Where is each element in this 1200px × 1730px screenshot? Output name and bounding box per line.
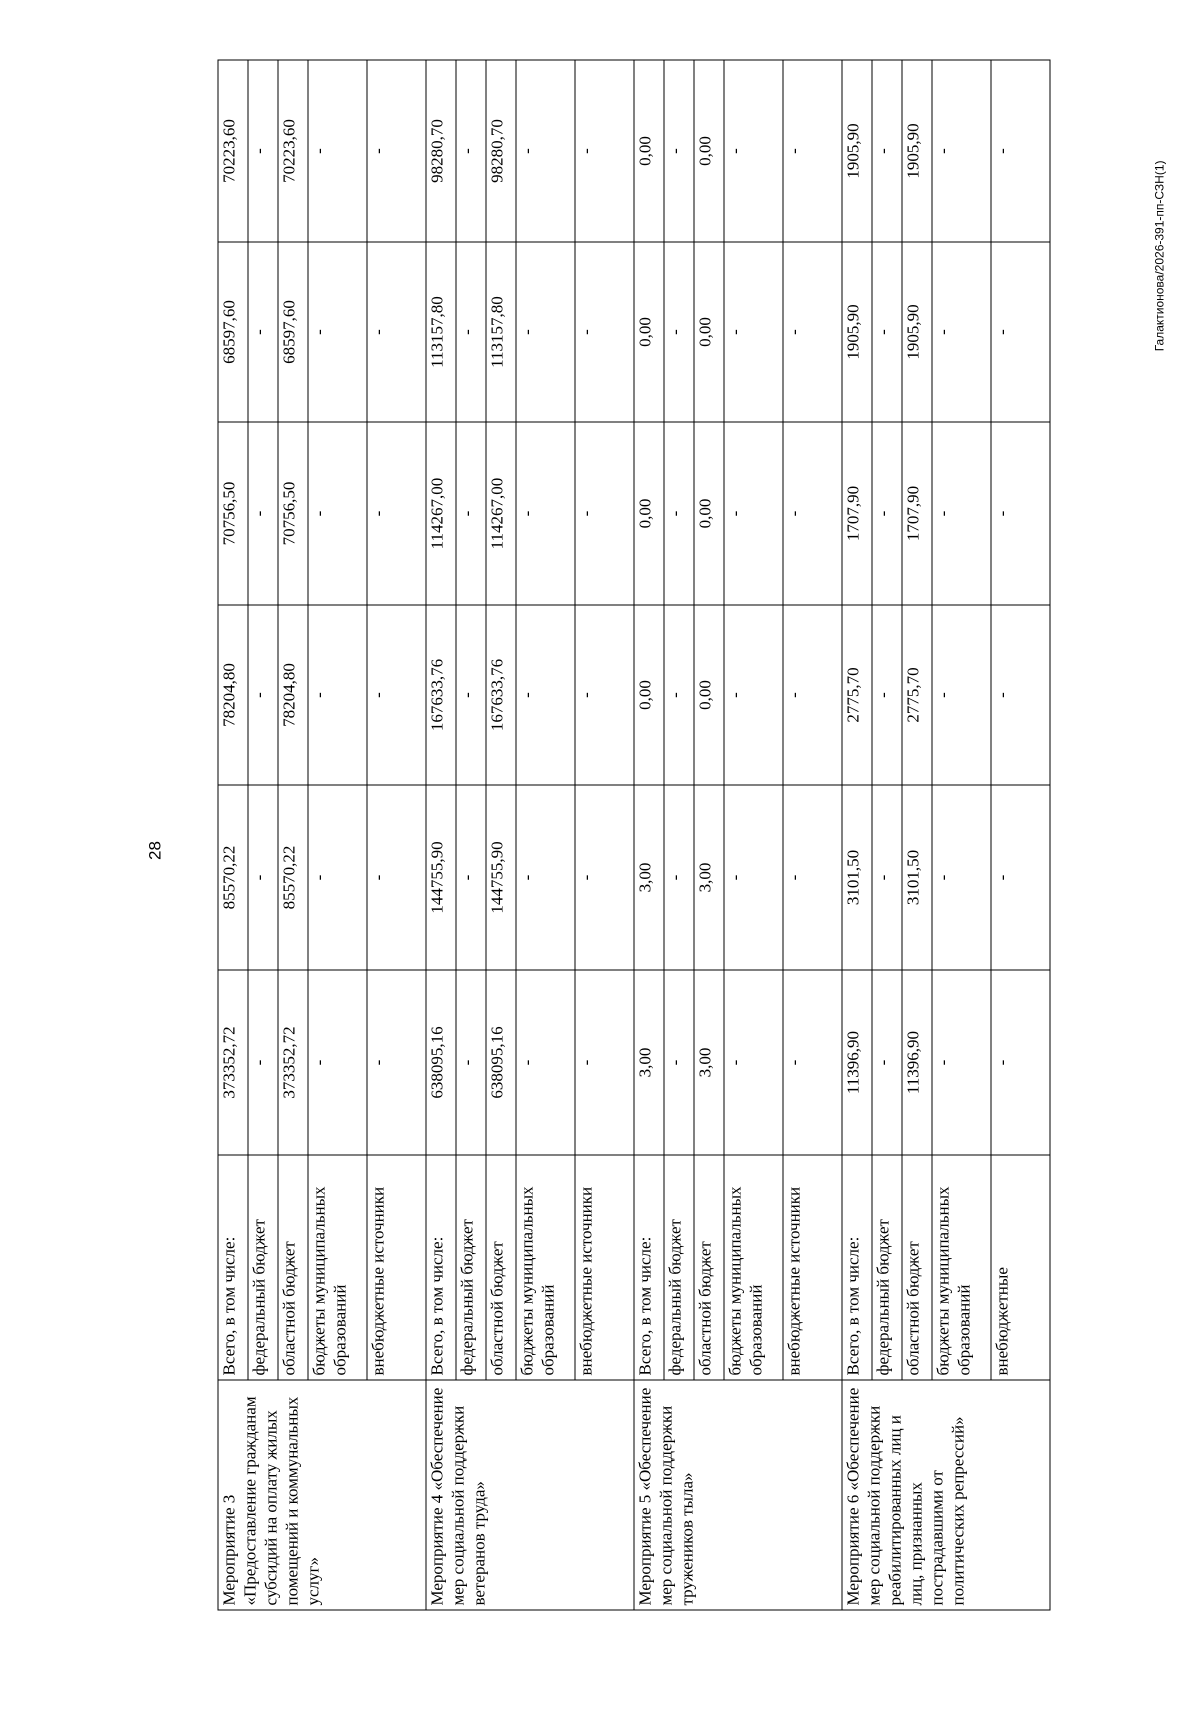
amount-cell: -	[308, 605, 367, 785]
amount-cell: 1905,90	[902, 242, 932, 422]
amount-cell: -	[456, 785, 486, 970]
funding-source: внебюджетные	[991, 1155, 1050, 1380]
amount-cell: -	[575, 785, 634, 970]
amount-cell: 113157,80	[486, 242, 516, 422]
amount-cell: 638095,16	[426, 970, 456, 1155]
table-row	[516, 60, 575, 1610]
amount-cell: 1905,90	[842, 242, 872, 422]
amount-cell: -	[932, 605, 991, 785]
amount-cell: -	[991, 970, 1050, 1155]
table-row	[932, 60, 991, 1610]
amount-cell: 85570,22	[218, 785, 248, 970]
amount-cell: -	[991, 60, 1050, 242]
amount-cell: 0,00	[694, 605, 724, 785]
amount-cell: 0,00	[634, 605, 664, 785]
amount-cell: 114267,00	[426, 422, 456, 605]
funding-source: Всего, в том числе:	[426, 1155, 456, 1380]
table-row	[872, 60, 902, 1610]
table-row	[367, 60, 426, 1610]
amount-cell: 78204,80	[218, 605, 248, 785]
amount-cell: 98280,70	[426, 60, 456, 242]
amount-cell: -	[308, 60, 367, 242]
amount-cell: 373352,72	[278, 970, 308, 1155]
amount-cell: -	[308, 785, 367, 970]
funding-source: внебюджетные источники	[575, 1155, 634, 1380]
amount-cell: 144755,90	[486, 785, 516, 970]
measure-name: Мероприятие 4 «Обеспечение мер социальной поддержки ветеранов труда»	[426, 1380, 634, 1610]
amount-cell: 85570,22	[278, 785, 308, 970]
amount-cell: 78204,80	[278, 605, 308, 785]
table-row	[218, 60, 248, 1610]
amount-cell: -	[367, 60, 426, 242]
table-row	[486, 60, 516, 1610]
amount-cell: -	[575, 60, 634, 242]
funding-source: федеральный бюджет	[664, 1155, 694, 1380]
funding-source: федеральный бюджет	[872, 1155, 902, 1380]
amount-cell: -	[872, 605, 902, 785]
amount-cell: -	[991, 605, 1050, 785]
amount-cell: -	[575, 422, 634, 605]
funding-source: внебюджетные источники	[367, 1155, 426, 1380]
amount-cell: 167633,76	[426, 605, 456, 785]
amount-cell: 3,00	[694, 785, 724, 970]
amount-cell: 1905,90	[902, 60, 932, 242]
amount-cell: 167633,76	[486, 605, 516, 785]
funding-source: федеральный бюджет	[456, 1155, 486, 1380]
table-row	[991, 60, 1050, 1610]
amount-cell: -	[724, 785, 783, 970]
amount-cell: -	[516, 785, 575, 970]
amount-cell: -	[932, 785, 991, 970]
funding-source: бюджеты муниципальных образований	[516, 1155, 575, 1380]
amount-cell: -	[991, 785, 1050, 970]
amount-cell: 2775,70	[842, 605, 872, 785]
amount-cell: -	[248, 422, 278, 605]
amount-cell: 11396,90	[902, 970, 932, 1155]
amount-cell: 1905,90	[842, 60, 872, 242]
amount-cell: -	[664, 970, 694, 1155]
rotated-page	[68, 55, 1167, 1645]
amount-cell: -	[248, 242, 278, 422]
funding-source: Всего, в том числе:	[634, 1155, 664, 1380]
amount-cell: -	[724, 60, 783, 242]
measure-name: Мероприятие 3 «Предоставление гражданам субсидий на оплату жилых помещений и коммунальных услуг»	[218, 1380, 426, 1610]
amount-cell: 70223,60	[278, 60, 308, 242]
table-row	[664, 60, 694, 1610]
table-row	[278, 60, 308, 1610]
amount-cell: 3,00	[634, 970, 664, 1155]
amount-cell: -	[932, 422, 991, 605]
amount-cell: -	[932, 60, 991, 242]
amount-cell: -	[724, 970, 783, 1155]
table-row	[426, 60, 456, 1610]
amount-cell: -	[783, 422, 842, 605]
amount-cell: -	[308, 242, 367, 422]
amount-cell: -	[664, 605, 694, 785]
amount-cell: -	[575, 242, 634, 422]
amount-cell: -	[872, 60, 902, 242]
funding-source: бюджеты муниципальных образований	[932, 1155, 991, 1380]
amount-cell: 3,00	[634, 785, 664, 970]
amount-cell: 638095,16	[486, 970, 516, 1155]
table-row	[248, 60, 278, 1610]
amount-cell: -	[308, 970, 367, 1155]
amount-cell: 98280,70	[486, 60, 516, 242]
amount-cell: -	[248, 970, 278, 1155]
amount-cell: -	[575, 605, 634, 785]
amount-cell: 2775,70	[902, 605, 932, 785]
funding-source: бюджеты муниципальных образований	[724, 1155, 783, 1380]
amount-cell: -	[783, 970, 842, 1155]
amount-cell: 70223,60	[218, 60, 248, 242]
amount-cell: 0,00	[694, 242, 724, 422]
amount-cell: 0,00	[634, 60, 664, 242]
table-body	[218, 60, 1050, 1610]
amount-cell: -	[932, 970, 991, 1155]
amount-cell: 113157,80	[426, 242, 456, 422]
document-footer: Галактионова/2026-391-пп-СЗН(1)	[1152, 160, 1167, 351]
table-row	[308, 60, 367, 1610]
amount-cell: -	[991, 422, 1050, 605]
table-row	[575, 60, 634, 1610]
amount-cell: -	[516, 422, 575, 605]
funding-source: областной бюджет	[486, 1155, 516, 1380]
amount-cell: -	[991, 242, 1050, 422]
amount-cell: -	[367, 242, 426, 422]
amount-cell: 0,00	[694, 422, 724, 605]
amount-cell: -	[783, 605, 842, 785]
amount-cell: -	[724, 422, 783, 605]
amount-cell: 114267,00	[486, 422, 516, 605]
funding-source: внебюджетные источники	[783, 1155, 842, 1380]
funding-source: Всего, в том числе:	[218, 1155, 248, 1380]
amount-cell: 0,00	[634, 422, 664, 605]
amount-cell: 70756,50	[278, 422, 308, 605]
funding-source: бюджеты муниципальных образований	[308, 1155, 367, 1380]
amount-cell: 3,00	[694, 970, 724, 1155]
amount-cell: -	[783, 785, 842, 970]
amount-cell: -	[516, 60, 575, 242]
amount-cell: -	[872, 422, 902, 605]
measure-name: Мероприятие 5 «Обеспечение мер социальной поддержки тружеников тыла»	[634, 1380, 842, 1610]
budget-table	[218, 59, 1051, 1610]
table-row	[783, 60, 842, 1610]
amount-cell: -	[367, 422, 426, 605]
amount-cell: 1707,90	[902, 422, 932, 605]
amount-cell: -	[664, 242, 694, 422]
amount-cell: -	[575, 970, 634, 1155]
amount-cell: -	[308, 422, 367, 605]
amount-cell: -	[367, 970, 426, 1155]
amount-cell: -	[516, 970, 575, 1155]
amount-cell: 70756,50	[218, 422, 248, 605]
amount-cell: -	[367, 605, 426, 785]
amount-cell: -	[248, 605, 278, 785]
amount-cell: -	[872, 242, 902, 422]
measure-name: Мероприятие 6 «Обеспечение мер социальной поддержки реабилитированных лиц и лиц, признанных пострадавшими от политических репрессий»	[842, 1380, 1050, 1610]
amount-cell: -	[456, 60, 486, 242]
amount-cell: -	[932, 242, 991, 422]
amount-cell: -	[783, 242, 842, 422]
amount-cell: -	[664, 422, 694, 605]
funding-source: областной бюджет	[902, 1155, 932, 1380]
amount-cell: -	[872, 970, 902, 1155]
amount-cell: 1707,90	[842, 422, 872, 605]
amount-cell: -	[456, 605, 486, 785]
funding-source: Всего, в том числе:	[842, 1155, 872, 1380]
amount-cell: -	[456, 422, 486, 605]
amount-cell: 0,00	[634, 242, 664, 422]
amount-cell: 373352,72	[218, 970, 248, 1155]
funding-source: областной бюджет	[694, 1155, 724, 1380]
amount-cell: 68597,60	[278, 242, 308, 422]
amount-cell: -	[456, 242, 486, 422]
table-row	[634, 60, 664, 1610]
amount-cell: -	[664, 60, 694, 242]
table-row	[724, 60, 783, 1610]
amount-cell: -	[516, 605, 575, 785]
table-row	[842, 60, 872, 1610]
amount-cell: -	[367, 785, 426, 970]
table-row	[694, 60, 724, 1610]
amount-cell: -	[783, 60, 842, 242]
page-number: 28	[145, 840, 165, 860]
table-row	[902, 60, 932, 1610]
amount-cell: 68597,60	[218, 242, 248, 422]
amount-cell: -	[724, 242, 783, 422]
table-row	[456, 60, 486, 1610]
amount-cell: -	[724, 605, 783, 785]
funding-source: областной бюджет	[278, 1155, 308, 1380]
amount-cell: -	[872, 785, 902, 970]
amount-cell: 3101,50	[842, 785, 872, 970]
amount-cell: -	[248, 60, 278, 242]
amount-cell: -	[664, 785, 694, 970]
amount-cell: 144755,90	[426, 785, 456, 970]
amount-cell: 0,00	[694, 60, 724, 242]
amount-cell: 3101,50	[902, 785, 932, 970]
amount-cell: -	[248, 785, 278, 970]
funding-source: федеральный бюджет	[248, 1155, 278, 1380]
amount-cell: 11396,90	[842, 970, 872, 1155]
amount-cell: -	[456, 970, 486, 1155]
amount-cell: -	[516, 242, 575, 422]
